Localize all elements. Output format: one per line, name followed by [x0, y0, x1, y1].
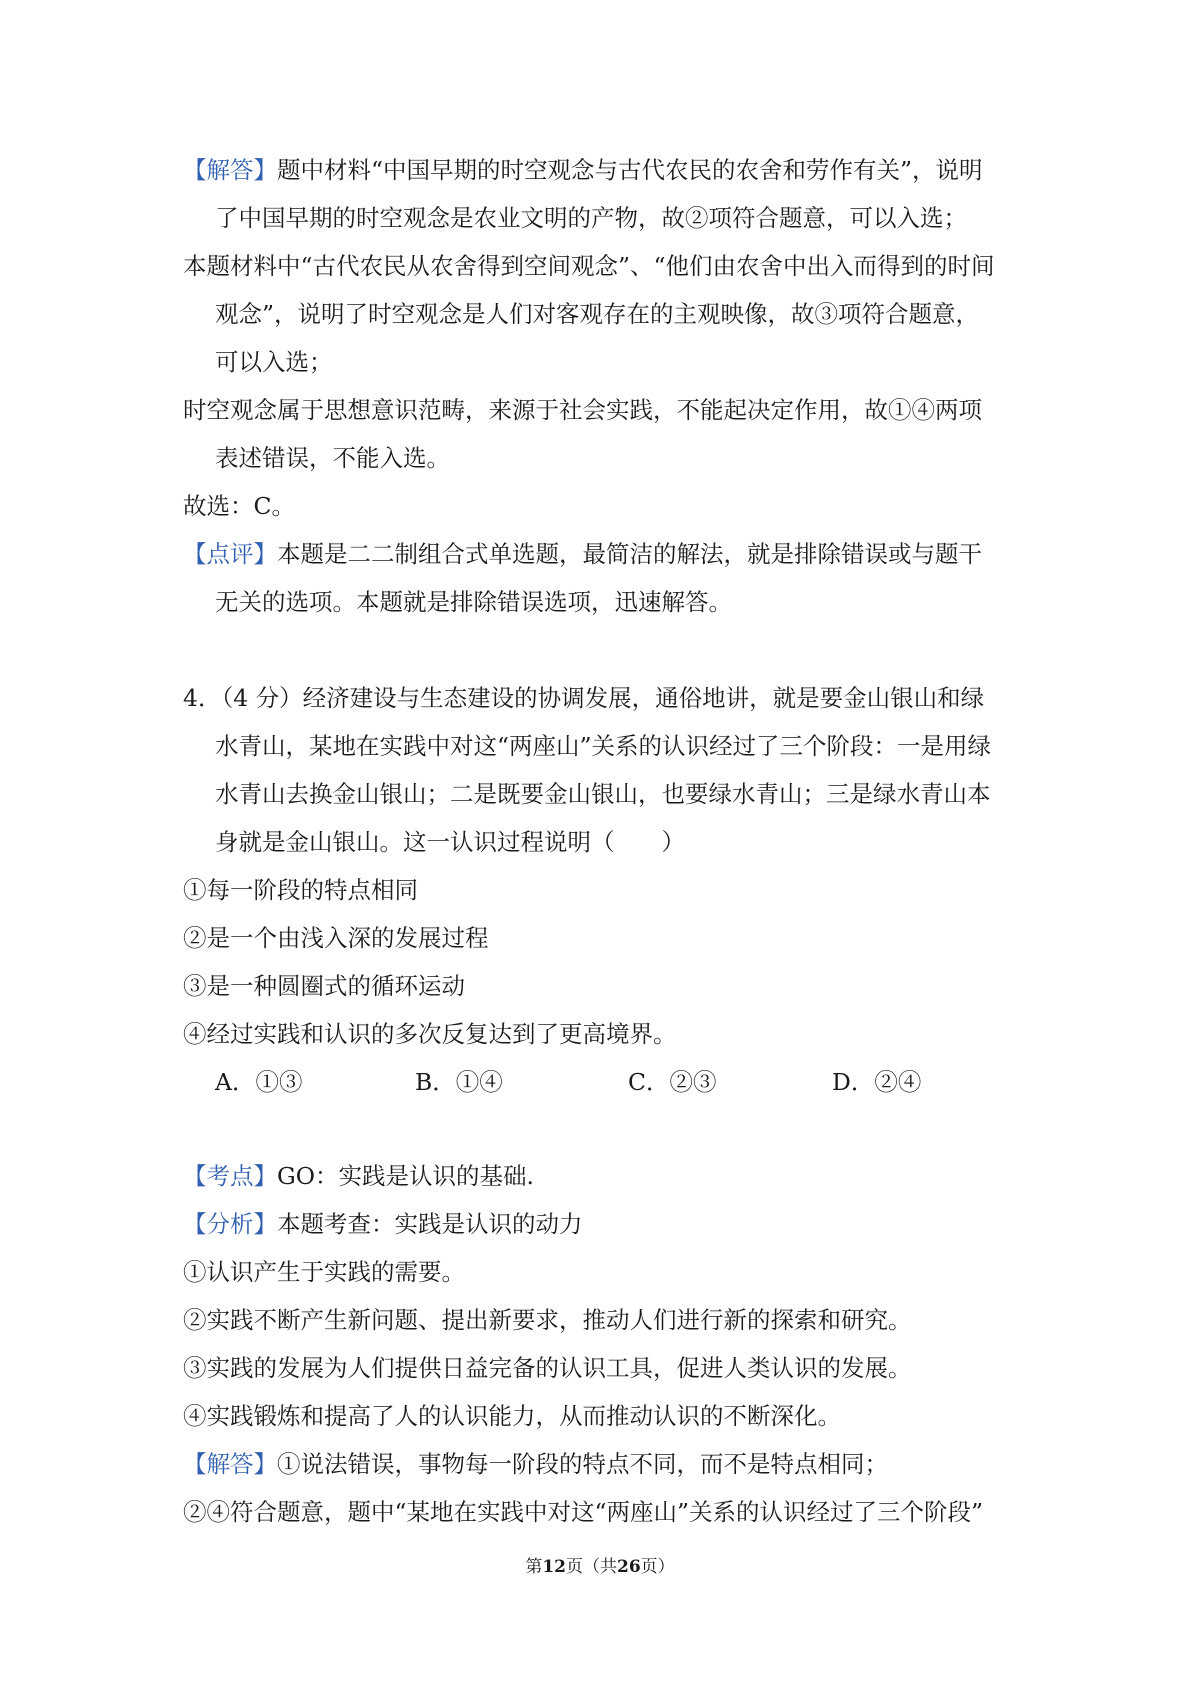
page-footer	[0, 1556, 1200, 1578]
question-stem-line: 水青山去换金山银山；二是既要金山银山，也要绿水青山；三是绿水青山本	[215, 780, 991, 808]
answer-text: 题中材料“中国早期的时空观念与古代农民的农舍和劳作有关”，说明	[277, 156, 983, 184]
option-c: C．②③	[628, 1068, 717, 1096]
analysis-text: 本题考查：实践是认识的动力	[277, 1210, 583, 1238]
analysis-line: ③实践的发展为人们提供日益完备的认识工具，促进人类认识的发展。	[183, 1354, 912, 1382]
answer-line: ②④符合题意，题中“某地在实践中对这“两座山”关系的认识经过了三个阶段”	[183, 1498, 984, 1526]
statement-item: ④经过实践和认识的多次反复达到了更高境界。	[183, 1020, 677, 1048]
option-d: D．②④	[832, 1068, 922, 1096]
answer-line: 了中国早期的时空观念是农业文明的产物，故②项符合题意，可以入选；	[215, 204, 967, 232]
answer-heading-line	[183, 154, 983, 186]
option-b: B．①④	[415, 1068, 503, 1096]
answer-options	[215, 1066, 975, 1098]
answer-line: 本题材料中“古代农民从农舍得到空间观念”、“他们由农舍中出入而得到的时间	[183, 252, 995, 280]
footer-total-pages: 26	[617, 1557, 641, 1577]
answer-tag: 【解答】	[183, 1450, 277, 1478]
question-stem-line: 身就是金山银山。这一认识过程说明（ ）	[215, 828, 685, 856]
answer-tag: 【解答】	[183, 156, 277, 184]
key-point-line	[183, 1160, 534, 1192]
footer-middle: 页（共	[566, 1557, 617, 1577]
key-point-text: GO：实践是认识的基础.	[277, 1162, 535, 1190]
analysis-line: ①认识产生于实践的需要。	[183, 1258, 465, 1286]
answer-choice-line: 故选：C。	[183, 492, 295, 520]
answer-line: 可以入选；	[215, 348, 333, 376]
answer-line: 观念”，说明了时空观念是人们对客观存在的主观映像，故③项符合题意，	[215, 300, 980, 328]
answer-text: ①说法错误，事物每一阶段的特点不同，而不是特点相同；	[277, 1450, 888, 1478]
comment-line: 无关的选项。本题就是排除错误选项，迅速解答。	[215, 588, 732, 616]
analysis-tag: 【分析】	[183, 1210, 277, 1238]
comment-tag: 【点评】	[183, 540, 277, 568]
statement-item: ②是一个由浅入深的发展过程	[183, 924, 489, 952]
analysis-heading-line	[183, 1208, 583, 1240]
analysis-line: ④实践锻炼和提高了人的认识能力，从而推动认识的不断深化。	[183, 1402, 841, 1430]
option-a: A．①③	[215, 1068, 303, 1096]
comment-text: 本题是二二制组合式单选题，最简洁的解法，就是排除错误或与题干	[277, 540, 982, 568]
question-stem-line: 水青山，某地在实践中对这“两座山”关系的认识经过了三个阶段：一是用绿	[215, 732, 992, 760]
statement-item: ③是一种圆圈式的循环运动	[183, 972, 465, 1000]
key-point-tag: 【考点】	[183, 1162, 277, 1190]
footer-prefix: 第	[525, 1557, 543, 1577]
footer-page-number: 12	[542, 1557, 566, 1577]
answer-line: 表述错误，不能入选。	[215, 444, 450, 472]
footer-suffix: 页）	[640, 1557, 675, 1577]
comment-heading-line	[183, 538, 982, 570]
statement-item: ①每一阶段的特点相同	[183, 876, 418, 904]
answer-line: 时空观念属于思想意识范畴，来源于社会实践，不能起决定作用，故①④两项	[183, 396, 982, 424]
question-stem-line: 4．（4 分）经济建设与生态建设的协调发展，通俗地讲，就是要金山银山和绿	[183, 684, 985, 712]
answer-heading-line	[183, 1448, 888, 1480]
analysis-line: ②实践不断产生新问题、提出新要求，推动人们进行新的探索和研究。	[183, 1306, 912, 1334]
